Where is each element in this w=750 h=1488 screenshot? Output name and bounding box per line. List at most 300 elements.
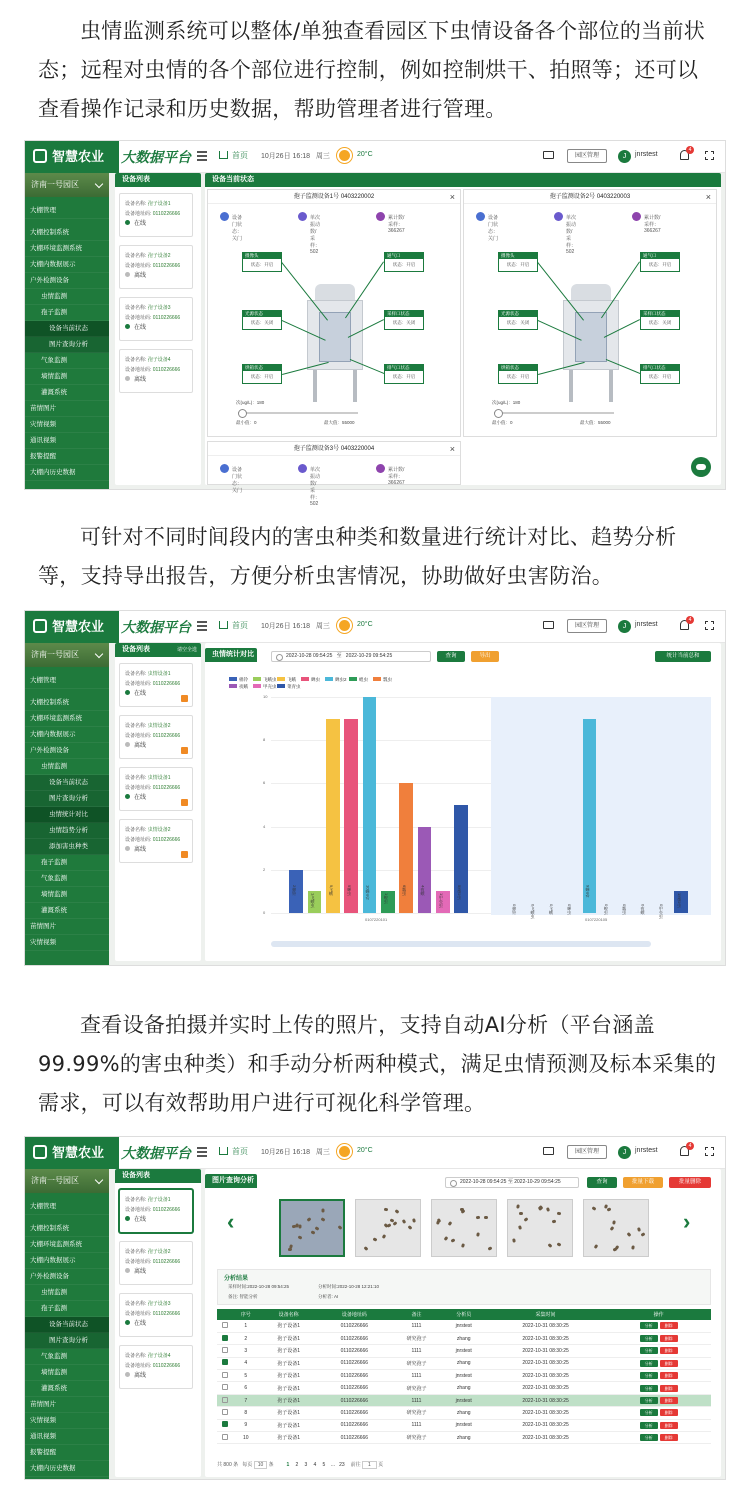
device-name-label: 设备名称: <box>125 357 147 363</box>
row-actions <box>606 1394 711 1406</box>
table-row[interactable] <box>217 1357 711 1369</box>
threshold-slider[interactable] <box>238 412 358 414</box>
sidebar-item[interactable]: 墒情监测 <box>25 887 109 903</box>
insect-mark <box>488 1246 493 1250</box>
cell-user: zhang <box>443 1432 485 1444</box>
device-status <box>125 323 192 334</box>
sidebar-item[interactable]: 设备当前状态 <box>25 1317 109 1333</box>
bar-value: 1 <box>438 893 444 896</box>
legend-label: 甲壳虫 <box>263 684 277 689</box>
logo-icon <box>33 149 47 163</box>
component-box[interactable] <box>242 252 282 272</box>
sidebar-item[interactable]: 虫情趋势分析 <box>25 823 109 839</box>
legend-item[interactable] <box>229 677 248 683</box>
device-name-label: 设备名称: <box>125 723 147 729</box>
sidebar-item[interactable]: 苗情图片 <box>25 401 109 417</box>
row-checkbox[interactable] <box>222 1335 228 1341</box>
bar-value: 9 <box>347 885 353 888</box>
analyze-button[interactable]: 分析 <box>640 1372 658 1379</box>
device-tile-header <box>208 442 460 456</box>
sidebar-item[interactable]: 大棚内数据展示 <box>25 257 109 273</box>
insect-mark <box>518 1225 522 1230</box>
analyze-button[interactable]: 分析 <box>640 1385 658 1392</box>
component-box[interactable] <box>384 252 424 272</box>
row-checkbox[interactable] <box>222 1421 228 1427</box>
sum-total-button[interactable]: 统计当前总和 <box>655 651 711 662</box>
screenshot-device-status <box>24 140 726 507</box>
analyze-button[interactable]: 分析 <box>640 1409 658 1416</box>
query-button[interactable]: 查询 <box>587 1177 617 1188</box>
legend-label: 菜青虫 <box>287 684 301 689</box>
cell-no: 6 <box>233 1382 259 1394</box>
stat-text: 设备门状态：关门 <box>488 215 499 242</box>
stat-text: 单次振动数/采样：502 <box>310 215 321 255</box>
page-number[interactable]: 2 <box>295 1462 299 1468</box>
table-row[interactable] <box>217 1332 711 1344</box>
legend-item[interactable] <box>277 677 296 683</box>
delete-button[interactable]: 删除 <box>660 1335 678 1342</box>
row-checkbox[interactable] <box>222 1409 228 1415</box>
sidebar-item[interactable]: 添加害虫种类 <box>25 839 109 855</box>
delete-button[interactable]: 删除 <box>660 1347 678 1354</box>
avatar[interactable]: J <box>618 1146 631 1159</box>
slider-min-label: 最小值：0 <box>492 420 513 425</box>
device-card[interactable] <box>119 1345 193 1389</box>
row-checkbox[interactable] <box>222 1322 228 1328</box>
row-checkbox[interactable] <box>222 1372 228 1378</box>
sidebar-item[interactable]: 大棚环境监测系统 <box>25 241 109 257</box>
sidebar-item[interactable]: 虫情监测 <box>25 759 109 775</box>
sidebar-item[interactable]: 大棚管理 <box>25 1199 109 1215</box>
insect-mark <box>641 1232 646 1237</box>
username[interactable]: jnrstest <box>635 1147 658 1154</box>
insect-mark <box>594 1244 599 1249</box>
sidebar-item[interactable]: 大棚管理 <box>25 673 109 689</box>
insect-mark <box>315 1227 320 1232</box>
row-checkbox[interactable] <box>222 1434 228 1440</box>
clear-select-all[interactable]: 请空全选 <box>176 647 197 653</box>
sidebar-item[interactable]: 大棚环境监测系统 <box>25 711 109 727</box>
select-all-header[interactable] <box>217 1309 233 1320</box>
sidebar-item[interactable]: 灌溉系统 <box>25 385 109 401</box>
menu-toggle-icon[interactable] <box>197 621 207 631</box>
legend-item[interactable] <box>253 684 277 690</box>
device-addr-label: 设备地址码: <box>125 733 152 739</box>
insect-mark <box>412 1218 416 1223</box>
row-checkbox-cell <box>217 1332 233 1344</box>
date-from: 2022-10-28 09:54:25 <box>286 653 333 659</box>
sidebar-item[interactable]: 孢子监测 <box>25 1301 109 1317</box>
analyze-button[interactable]: 分析 <box>640 1335 658 1342</box>
stat-total <box>632 212 661 234</box>
sidebar-item[interactable]: 气象监测 <box>25 1349 109 1365</box>
sidebar-item[interactable]: 大棚管理 <box>25 203 109 219</box>
device-name-label: 设备名称: <box>125 201 147 207</box>
legend-item[interactable] <box>229 684 248 690</box>
row-actions <box>606 1332 711 1344</box>
monitor-icon[interactable] <box>543 621 554 629</box>
table-row[interactable] <box>217 1370 711 1382</box>
checkbox-icon[interactable] <box>181 851 188 858</box>
device-name-label: 设备名称: <box>125 253 147 259</box>
row-checkbox-cell <box>217 1407 233 1419</box>
captured-photo[interactable] <box>507 1199 573 1257</box>
cell-note: 研究孢子 <box>390 1382 442 1394</box>
bar[interactable] <box>344 719 358 913</box>
device-card[interactable] <box>119 193 193 237</box>
sidebar-item[interactable]: 通讯视频 <box>25 433 109 449</box>
sidebar-item[interactable]: 报警提醒 <box>25 449 109 465</box>
monitor-icon[interactable] <box>543 151 554 159</box>
row-checkbox[interactable] <box>222 1397 228 1403</box>
home-link[interactable] <box>219 620 248 631</box>
bar-series: 飞蛾虫 <box>530 906 536 919</box>
device-card[interactable] <box>119 349 193 393</box>
date-to-sep: 至 <box>336 653 342 659</box>
status-text: 离线 <box>134 273 147 279</box>
bar-series: 蝉虫2 <box>585 887 591 898</box>
sidebar-item[interactable]: 虫情监测 <box>25 289 109 305</box>
delete-button[interactable]: 删除 <box>660 1322 678 1329</box>
delete-button[interactable]: 删除 <box>660 1385 678 1392</box>
batch-download-button[interactable]: 批量下载 <box>623 1177 663 1188</box>
legend-item[interactable] <box>325 677 347 683</box>
sidebar-item[interactable]: 灌溉系统 <box>25 903 109 919</box>
captured-photo[interactable] <box>355 1199 421 1257</box>
cell-addr: 0110226666 <box>318 1345 390 1357</box>
home-link[interactable] <box>219 1146 248 1157</box>
component-state: 状态：开启 <box>648 374 672 379</box>
delete-button[interactable]: 删除 <box>660 1360 678 1367</box>
row-checkbox[interactable] <box>222 1347 228 1353</box>
row-actions <box>606 1432 711 1444</box>
status-dot-icon <box>125 794 130 799</box>
cell-addr: 0110226666 <box>318 1382 390 1394</box>
component-box[interactable] <box>640 310 680 330</box>
analyze-button[interactable]: 分析 <box>640 1360 658 1367</box>
checkbox-icon[interactable] <box>181 747 188 754</box>
bar-series: 飞蛾 <box>328 887 334 896</box>
cloud-icon[interactable] <box>691 457 711 477</box>
fullscreen-icon[interactable] <box>705 151 714 160</box>
cell-time: 2022-10-31 08:30:25 <box>485 1394 606 1406</box>
table-row[interactable] <box>217 1432 711 1444</box>
component-box[interactable] <box>242 310 282 330</box>
park-management-button[interactable]: 园区管理 <box>567 1145 607 1159</box>
image-analysis-title: 图片查询分析 <box>205 1174 257 1188</box>
device-status <box>125 375 192 386</box>
goto-page-input[interactable]: 1 <box>362 1461 377 1469</box>
device-addr-label: 设备地址码: <box>125 1311 152 1317</box>
sidebar-item[interactable]: 灾情视频 <box>25 1413 109 1429</box>
bar-value: 0 <box>512 904 518 907</box>
device-addr-label: 设备地址码: <box>125 263 152 269</box>
bar[interactable] <box>418 827 432 913</box>
component-state: 状态：开启 <box>250 262 274 267</box>
avatar[interactable]: J <box>618 620 631 633</box>
device-card[interactable] <box>119 819 193 863</box>
component-box[interactable] <box>498 252 538 272</box>
analyze-button[interactable]: 分析 <box>640 1322 658 1329</box>
delete-button[interactable]: 删除 <box>660 1434 678 1441</box>
device-card[interactable] <box>119 715 193 759</box>
username[interactable]: jnrstest <box>635 151 658 158</box>
sidebar-item[interactable]: 虫情监测 <box>25 1285 109 1301</box>
sidebar-item[interactable]: 孢子监测 <box>25 855 109 871</box>
notification-badge: 4 <box>686 616 694 624</box>
insect-mark <box>372 1237 377 1241</box>
logo[interactable] <box>25 611 119 643</box>
username[interactable]: jnrstest <box>635 621 658 628</box>
intro-paragraph-3: 查看设备拍摄并实时上传的照片，支持自动AI分析（平台涵盖99.99%的害虫种类）和手动分析两种模式，满足虫情预测及标本采集的需求，可以有效帮助用户进行可视化科学管理。 <box>38 1013 717 1115</box>
bar-value-label <box>640 904 646 914</box>
table-row[interactable] <box>217 1407 711 1419</box>
sidebar-item[interactable]: 气象监测 <box>25 353 109 369</box>
cell-time: 2022-10-31 08:30:25 <box>485 1370 606 1382</box>
logo[interactable] <box>25 141 119 173</box>
device-name-label: 设备名称: <box>125 671 147 677</box>
component-box[interactable] <box>384 310 424 330</box>
machine-leg <box>609 370 613 402</box>
sidebar-item[interactable]: 气象监测 <box>25 871 109 887</box>
page-number[interactable]: 4 <box>313 1462 317 1468</box>
legend-item[interactable] <box>349 677 368 683</box>
home-link[interactable] <box>219 150 248 161</box>
device-card[interactable] <box>119 245 193 289</box>
sidebar-item[interactable]: 大棚内历史数据 <box>25 1461 109 1477</box>
page-number[interactable]: ... <box>330 1462 335 1468</box>
checkbox-icon[interactable] <box>181 799 188 806</box>
insect-mark <box>321 1217 326 1222</box>
sidebar-item[interactable]: 灌溉系统 <box>25 1381 109 1397</box>
machine-core <box>575 312 607 362</box>
page-number[interactable]: 5 <box>322 1462 326 1468</box>
sidebar-item[interactable]: 通讯视频 <box>25 1429 109 1445</box>
sidebar-item[interactable]: 墒情监测 <box>25 1365 109 1381</box>
close-icon[interactable]: × <box>705 192 711 202</box>
home-label: 首页 <box>232 1147 248 1156</box>
device-name-row <box>125 773 192 783</box>
insect-mark <box>407 1225 412 1230</box>
status-text: 离线 <box>134 1373 147 1379</box>
stat-icon <box>376 464 385 473</box>
sidebar-item[interactable]: 设备当前状态 <box>25 775 109 791</box>
sidebar-item[interactable]: 户外检测设备 <box>25 743 109 759</box>
component-state: 状态：开启 <box>648 262 672 267</box>
legend-label: 瓢虫 <box>383 677 392 682</box>
screenshot-pest-statistics <box>24 610 726 966</box>
bar-value-label <box>401 885 407 895</box>
park-management-button[interactable]: 园区管理 <box>567 149 607 163</box>
device-card[interactable] <box>119 767 193 811</box>
component-box[interactable] <box>498 364 538 384</box>
logo[interactable] <box>25 1137 119 1169</box>
bar-value-label <box>585 885 591 897</box>
device-card[interactable] <box>119 1241 193 1285</box>
table-row[interactable] <box>217 1320 711 1332</box>
sidebar-item[interactable]: 大棚内数据展示 <box>25 727 109 743</box>
column-header: 序号 <box>233 1309 259 1320</box>
analyze-button[interactable]: 分析 <box>640 1397 658 1404</box>
captured-photo[interactable] <box>279 1199 345 1257</box>
cell-dev: 孢子设备1 <box>259 1332 319 1344</box>
captured-photo[interactable] <box>583 1199 649 1257</box>
sidebar-item[interactable]: 报警提醒 <box>25 1445 109 1461</box>
device-name-label: 设备名称: <box>125 1353 147 1359</box>
bar[interactable] <box>326 719 340 913</box>
device-list-title <box>115 643 201 657</box>
farm-selector[interactable]: 济南一号园区 <box>25 173 109 197</box>
sidebar-item[interactable]: 户外检测设备 <box>25 1269 109 1285</box>
device-name-row <box>125 825 192 835</box>
insect-mark <box>519 1212 523 1215</box>
device-name: 虫情设备1 <box>147 671 171 677</box>
image-records-table <box>217 1309 711 1444</box>
insect-mark <box>338 1225 343 1230</box>
sidebar-item[interactable]: 虫情统计对比 <box>25 807 109 823</box>
device-addr-label: 设备地址码: <box>125 315 152 321</box>
sidebar-item[interactable]: 大棚环境监测系统 <box>25 1237 109 1253</box>
status-text: 离线 <box>134 1269 147 1275</box>
query-button[interactable]: 查询 <box>437 651 465 662</box>
bar-value-label <box>566 904 572 914</box>
device-card[interactable] <box>119 1293 193 1337</box>
device-name: 孢子设备1 <box>147 201 171 207</box>
legend-item[interactable] <box>373 677 392 683</box>
notification-badge: 4 <box>686 1142 694 1150</box>
legend-item[interactable] <box>277 684 301 690</box>
sidebar-item[interactable]: 图片查询分析 <box>25 337 109 353</box>
analyze-button[interactable]: 分析 <box>640 1434 658 1441</box>
device-card[interactable] <box>119 297 193 341</box>
sidebar-item[interactable]: 大棚控制系统 <box>25 1221 109 1237</box>
page-number[interactable]: 1 <box>286 1462 290 1468</box>
bar[interactable] <box>583 719 597 913</box>
device-addr-row <box>125 209 192 219</box>
legend-swatch <box>277 677 285 681</box>
component-box[interactable] <box>640 364 680 384</box>
analyze-button[interactable]: 分析 <box>640 1347 658 1354</box>
component-box[interactable] <box>242 364 282 384</box>
component-title: 通气口 <box>641 253 679 259</box>
sidebar-item[interactable]: 图片查询分析 <box>25 791 109 807</box>
device-card[interactable] <box>119 1189 193 1233</box>
device-card[interactable] <box>119 663 193 707</box>
sidebar-item[interactable]: 墒情监测 <box>25 369 109 385</box>
farm-selector[interactable]: 济南一号园区 <box>25 1169 109 1193</box>
row-checkbox[interactable] <box>222 1359 228 1365</box>
sidebar-item[interactable]: 设备当前状态 <box>25 321 109 337</box>
bar-value: 4 <box>420 885 426 888</box>
row-checkbox[interactable] <box>222 1384 228 1390</box>
device-name-row <box>125 303 192 313</box>
page-size-select[interactable]: 10 <box>254 1461 268 1469</box>
date-to-sep: 至 <box>507 1179 513 1185</box>
fullscreen-icon[interactable] <box>705 1147 714 1156</box>
farm-selector[interactable]: 济南一号园区 <box>25 643 109 667</box>
prev-arrow-icon[interactable]: ‹ <box>227 1209 235 1234</box>
delete-button[interactable]: 删除 <box>660 1397 678 1404</box>
page-number[interactable]: 23 <box>339 1462 345 1468</box>
row-actions <box>606 1419 711 1431</box>
cell-dev: 孢子设备1 <box>259 1382 319 1394</box>
analyze-button[interactable]: 分析 <box>640 1422 658 1429</box>
export-button[interactable]: 导出 <box>471 651 499 662</box>
delete-button[interactable]: 删除 <box>660 1409 678 1416</box>
menu-toggle-icon[interactable] <box>197 151 207 161</box>
batch-delete-button[interactable]: 批量删除 <box>669 1177 711 1188</box>
sidebar-item[interactable]: 图片查询分析 <box>25 1333 109 1349</box>
date-range-input[interactable] <box>445 1177 579 1188</box>
checkbox-icon[interactable] <box>181 695 188 702</box>
sidebar-item[interactable]: 户外检测设备 <box>25 273 109 289</box>
device-tile-code: 0403220003 <box>596 194 631 200</box>
threshold-slider[interactable] <box>494 412 614 414</box>
monitor-icon[interactable] <box>543 1147 554 1155</box>
sidebar-item[interactable]: 苗情图片 <box>25 919 109 935</box>
table-row[interactable] <box>217 1345 711 1357</box>
sidebar-item[interactable]: 大棚控制系统 <box>25 225 109 241</box>
chart-scroll-bar[interactable] <box>271 941 651 947</box>
close-icon[interactable]: × <box>449 192 455 202</box>
cell-no: 4 <box>233 1357 259 1369</box>
pest-stats-panel <box>205 643 721 961</box>
stat-icon <box>632 212 641 221</box>
logo-text: 智慧农业 <box>52 1145 105 1160</box>
sidebar-item[interactable]: 大棚内数据展示 <box>25 1253 109 1269</box>
sidebar-item[interactable]: 孢子监测 <box>25 305 109 321</box>
status-dot-icon <box>125 376 130 381</box>
bar-series: 瓢虫 <box>622 906 628 915</box>
table-row[interactable] <box>217 1394 711 1406</box>
date-range-input[interactable] <box>271 651 431 662</box>
delete-button[interactable]: 删除 <box>660 1372 678 1379</box>
delete-button[interactable]: 删除 <box>660 1422 678 1429</box>
bar-value: 10 <box>365 885 371 890</box>
sidebar-item[interactable]: 灾情视频 <box>25 417 109 433</box>
device-status <box>125 1371 192 1382</box>
table-row[interactable] <box>217 1382 711 1394</box>
sidebar-item[interactable]: 大棚控制系统 <box>25 695 109 711</box>
temperature: 20°C <box>357 621 373 628</box>
bar[interactable] <box>363 697 377 913</box>
insect-mark <box>610 1226 615 1231</box>
status-text: 在线 <box>134 325 147 331</box>
component-box[interactable] <box>498 310 538 330</box>
cell-dev: 孢子设备1 <box>259 1370 319 1382</box>
next-arrow-icon[interactable]: › <box>683 1209 691 1234</box>
close-icon[interactable]: × <box>449 444 455 454</box>
device-name-label: 设备名称: <box>125 775 147 781</box>
component-box[interactable] <box>384 364 424 384</box>
fullscreen-icon[interactable] <box>705 621 714 630</box>
component-box[interactable] <box>640 252 680 272</box>
page-number[interactable]: 3 <box>304 1462 308 1468</box>
bar-value-label <box>456 885 462 899</box>
legend-item[interactable] <box>253 677 277 683</box>
avatar[interactable]: J <box>618 150 631 163</box>
sidebar-item[interactable]: 大棚内历史数据 <box>25 465 109 481</box>
sidebar-item[interactable]: 苗情图片 <box>25 1397 109 1413</box>
menu-toggle-icon[interactable] <box>197 1147 207 1157</box>
table-row[interactable] <box>217 1419 711 1431</box>
park-management-button[interactable]: 园区管理 <box>567 619 607 633</box>
legend-item[interactable] <box>301 677 320 683</box>
row-checkbox-cell <box>217 1370 233 1382</box>
logo-text: 智慧农业 <box>52 149 105 164</box>
captured-photo[interactable] <box>431 1199 497 1257</box>
sidebar-item[interactable]: 灾情视频 <box>25 935 109 951</box>
